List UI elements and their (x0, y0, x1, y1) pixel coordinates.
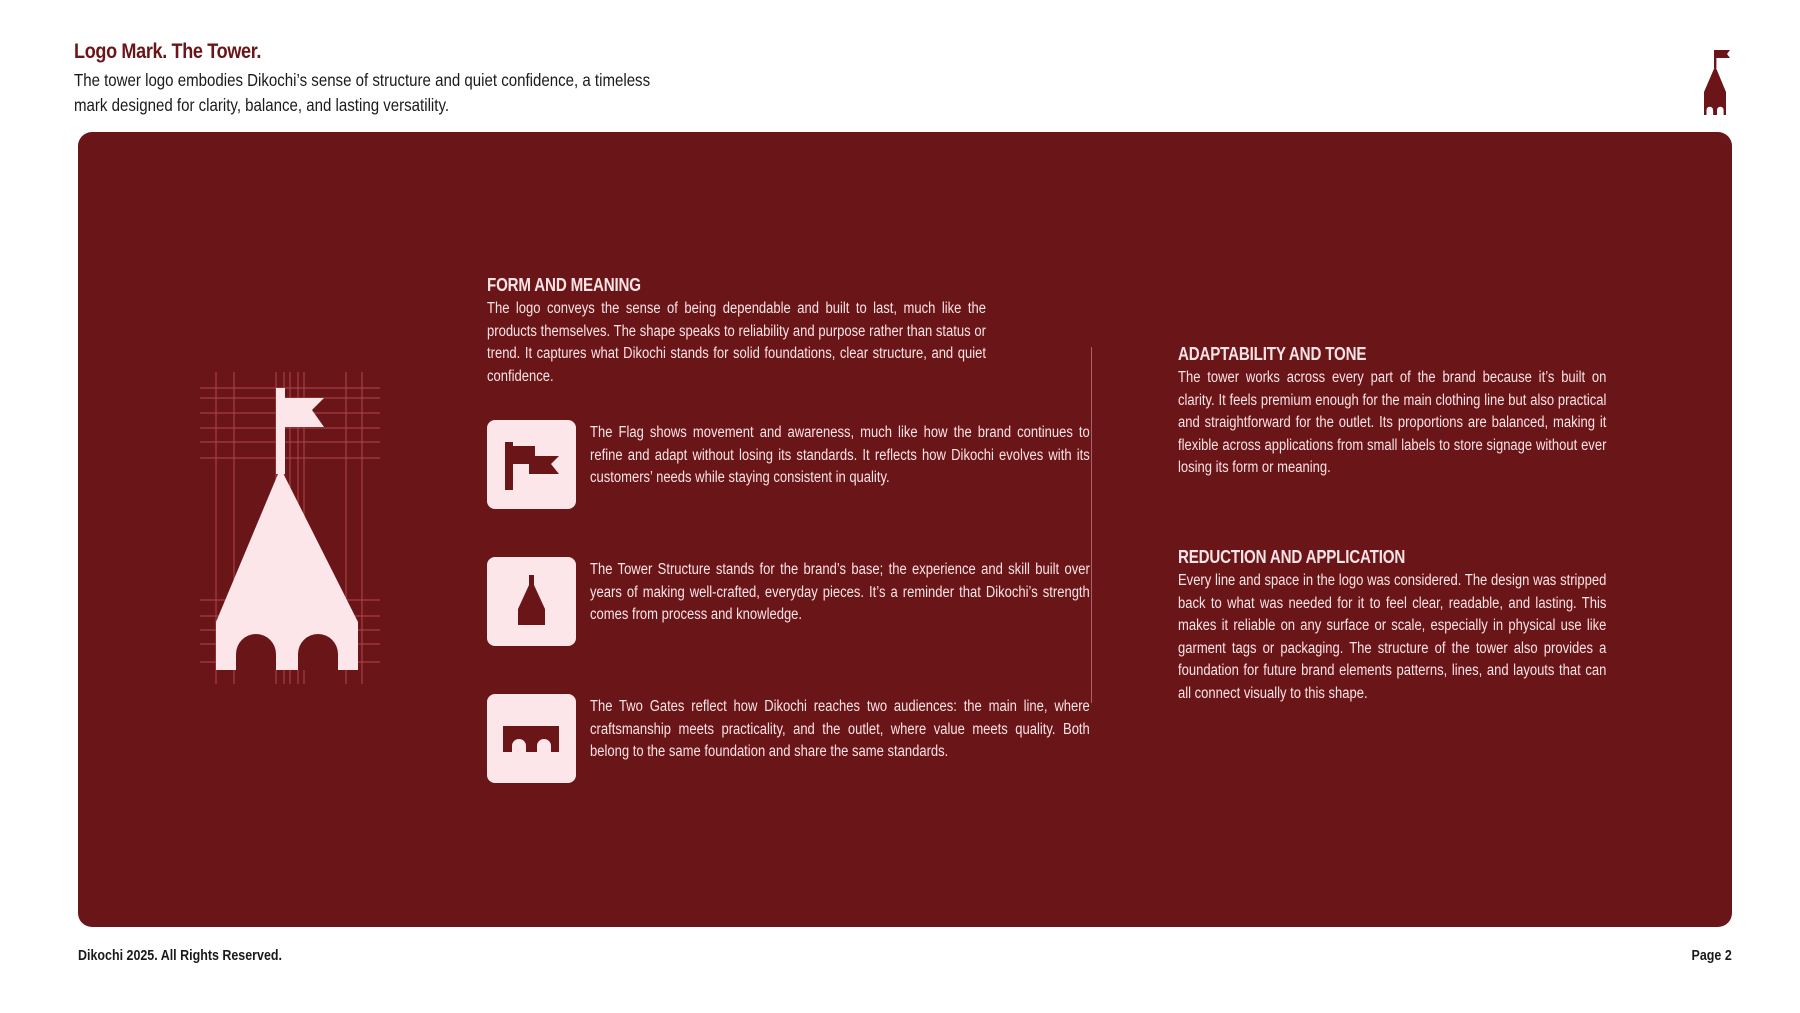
tower-structure-icon (487, 557, 576, 646)
feature-text: The Two Gates reflect how Dikochi reaches two audiences: the main line, where craftsmanship meets practicality, and the outlet, where value meets quality. Both belong to the same foundation and share the same standards. (590, 698, 1090, 760)
feature-icon-tile (487, 557, 576, 646)
section-text: Every line and space in the logo was considered. The design was stripped back to what was needed for it to feel clear, readable, and lasting. This makes it reliable on any surface or scale, especially in physical use like garment tags or packaging. The structure of the tower also provides a foundation for future brand elements patterns, lines, and layouts that can all connect visually to this shape. (1178, 572, 1607, 702)
feature-text: The Flag shows movement and awareness, much like how the brand continues to refine and adapt without losing its standards. It reflects how Dikochi evolves with its customers’ needs while staying consistent in quality. (590, 424, 1090, 486)
page-description-line: The tower logo embodies Dikochi’s sense of structure and quiet confidence, a timeless (74, 70, 651, 90)
column-divider (1091, 347, 1092, 703)
section-text: The tower works across every part of the brand because it’s built on clarity. It feels premium enough for the main clothing line but also practical and straightforward for the outlet. Its proportions are balanced, making it flexible across applications from small labels to store signage without ever losing its form or meaning. (1178, 369, 1607, 476)
feature-text-block (590, 422, 1090, 490)
feature-flag (487, 420, 1090, 510)
page-description-line: mark designed for clarity, balance, and lasting versatility. (74, 95, 450, 115)
tower-construction-grid-illustration (200, 372, 380, 684)
page-description (74, 68, 659, 118)
tower-logo-icon (1700, 48, 1736, 116)
adaptability-and-tone-section (1178, 344, 1606, 480)
page-title: Logo Mark. The Tower. (74, 40, 262, 63)
form-and-meaning-section (487, 275, 986, 388)
content-panel (78, 132, 1732, 927)
feature-text-block (590, 696, 1090, 764)
feature-text-block (590, 559, 1090, 627)
section-heading: REDUCTION AND APPLICATION (1178, 547, 1406, 567)
feature-icon-tile (487, 694, 576, 783)
flag-icon (487, 420, 576, 509)
two-gates-icon (487, 694, 576, 783)
section-heading: ADAPTABILITY AND TONE (1178, 344, 1367, 364)
feature-icon-tile (487, 420, 576, 509)
page-number: Page 2 (1691, 948, 1732, 964)
feature-tower-structure (487, 557, 1090, 647)
feature-two-gates (487, 694, 1090, 784)
feature-text: The Tower Structure stands for the brand’s base; the experience and skill built over years of making well-crafted, everyday pieces. It’s a reminder that Dikochi’s strength comes from process and knowledge. (590, 561, 1090, 623)
reduction-and-application-section (1178, 547, 1606, 705)
footer-copyright: Dikochi 2025. All Rights Reserved. (78, 948, 282, 964)
section-heading: FORM AND MEANING (487, 275, 641, 295)
section-text: The logo conveys the sense of being dependable and built to last, much like the products themselves. The shape speaks to reliability and purpose rather than status or trend. It captures what Dikochi stands for solid foundations, clear structure, and quiet confidence. (487, 300, 986, 385)
